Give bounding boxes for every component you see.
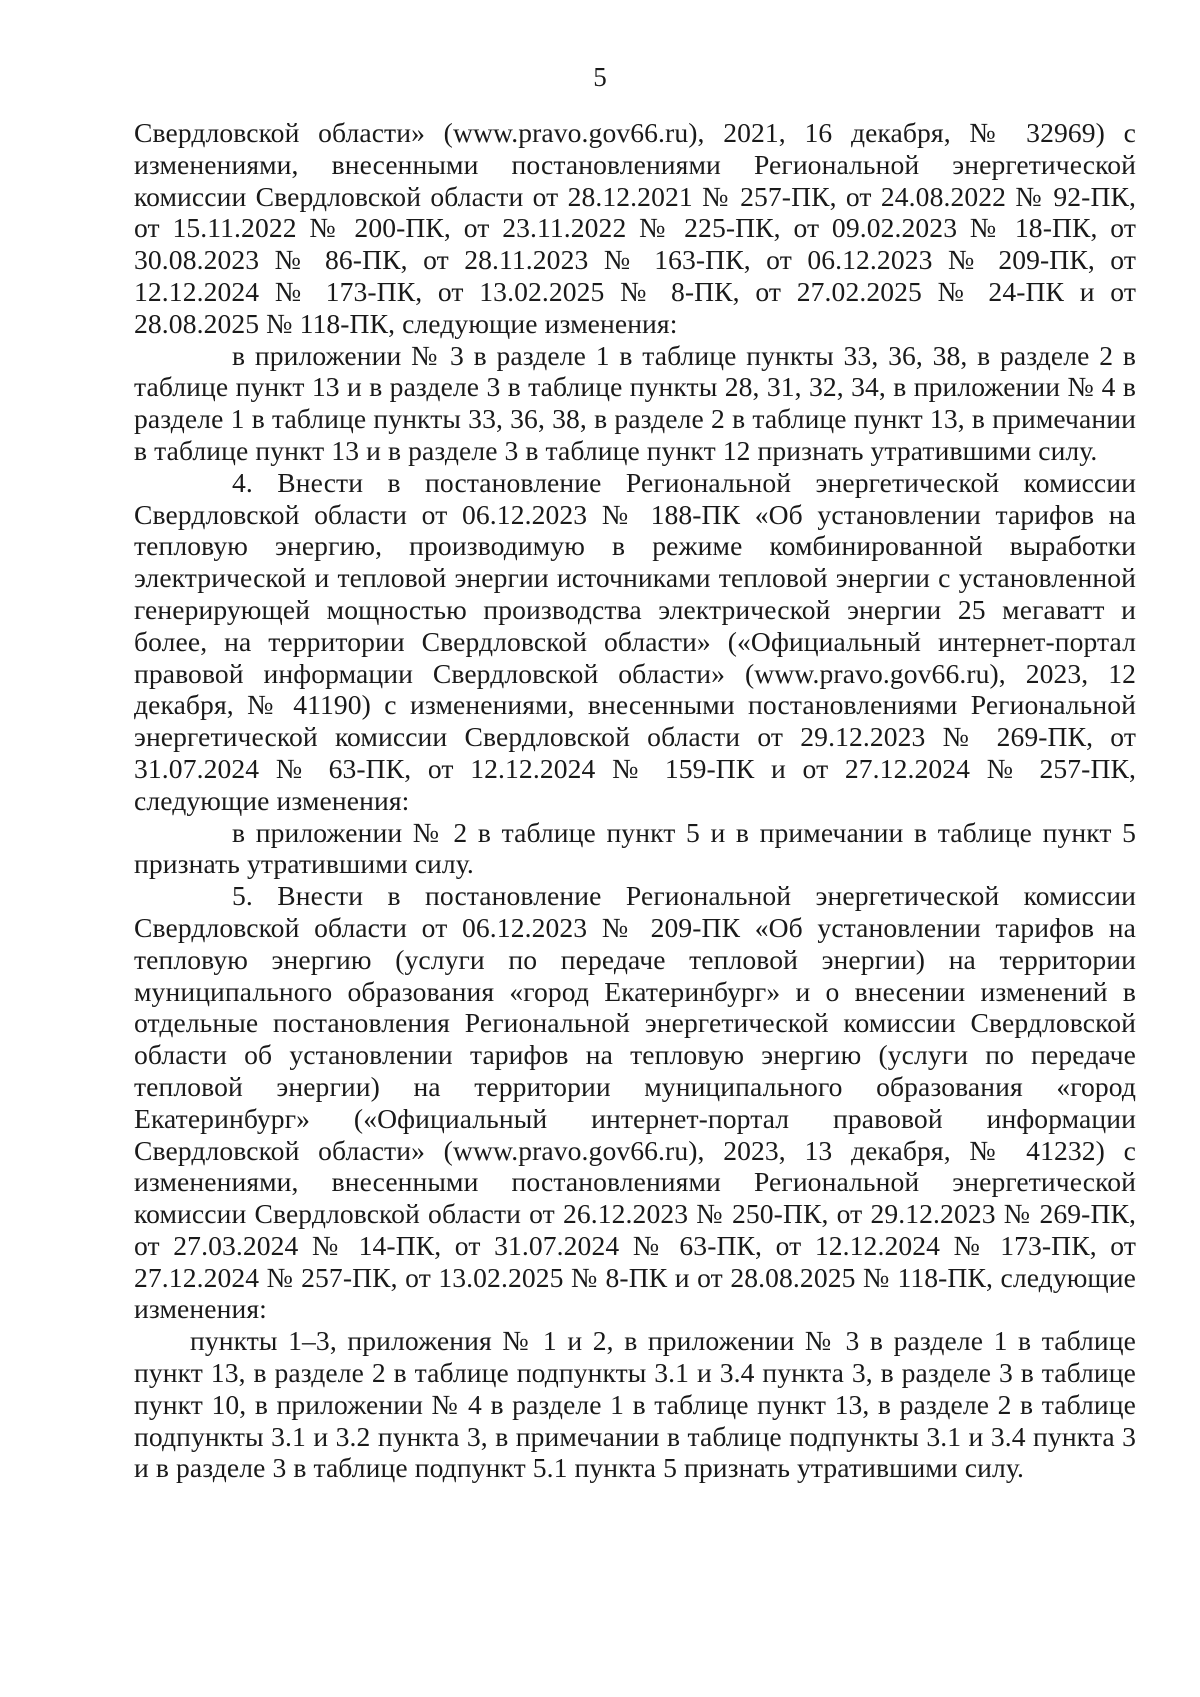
page-number: 5 [593, 62, 607, 92]
paragraph-item-4: 4. Внести в постановление Региональной энергетической комиссии Свердловской области от 06.12.2023 № 188-ПК «Об установлении тарифов на тепловую энергию, производимую в режиме комбинированной выработки электрической и тепловой энергии источниками тепловой энергии с установленной генерирующей мощностью производства электрической энергии 25 мегаватт и более, на территории Свердловской области» («Официальный интернет-портал правовой информации Свердловской области» (www.pravo.gov66.ru), 2023, 12 декабря, № 41190) с изменениями, внесенными постановлениями Региональной энергетической комиссии Свердловской области от 29.12.2023 № 269-ПК, от 31.07.2024 № 63-ПК, от 12.12.2024 № 159-ПК и от 27.12.2024 № 257-ПК, следующие изменения: [134, 466, 1136, 816]
paragraph-appendix-3-4-changes: в приложении № 3 в разделе 1 в таблице пункты 33, 36, 38, в разделе 2 в таблице пункт 13 и в разделе 3 в таблице пункты 28, 31, 32, 34, в приложении № 4 в разделе 1 в таблице пункты 33, 36, 38, в разделе 2 в таблице пункт 13, в примечании в таблице пункт 13 и в разделе 3 в таблице пункт 12 признать утратившими силу. [134, 339, 1136, 466]
document-body [134, 117, 1136, 1484]
paragraph-items-1-3-changes: пункты 1–3, приложения № 1 и 2, в приложении № 3 в разделе 1 в таблице пункт 13, в разделе 2 в таблице подпункты 3.1 и 3.4 пункта 3, в разделе 3 в таблице пункт 10, в приложении № 4 в разделе 1 в таблице пункт 13, в разделе 2 в таблице подпункты 3.1 и 3.2 пункта 3, в примечании в таблице подпункты 3.1 и 3.4 пункта 3 и в разделе 3 в таблице подпункт 5.1 пункта 5 признать утратившими силу. [134, 1325, 1136, 1484]
paragraph-continuation: Свердловской области» (www.pravo.gov66.ru), 2021, 16 декабря, № 32969) с изменениями, внесенными постановлениями Региональной энергетической комиссии Свердловской области от 28.12.2021 № 257-ПК, от 24.08.2022 № 92-ПК, от 15.11.2022 № 200-ПК, от 23.11.2022 № 225-ПК, от 09.02.2023 № 18-ПК, от 30.08.2023 № 86-ПК, от 28.11.2023 № 163-ПК, от 06.12.2023 № 209-ПК, от 12.12.2024 № 173-ПК, от 13.02.2025 № 8-ПК, от 27.02.2025 № 24-ПК и от 28.08.2025 № 118-ПК, следующие изменения: [134, 117, 1136, 339]
paragraph-item-5: 5. Внести в постановление Региональной энергетической комиссии Свердловской области от 06.12.2023 № 209-ПК «Об установлении тарифов на тепловую энергию (услуги по передаче тепловой энергии) на территории муниципального образования «город Екатеринбург» и о внесении изменений в отдельные постановления Региональной энергетической комиссии Свердловской области об установлении тарифов на тепловую энергию (услуги по передаче тепловой энергии) на территории муниципального образования «город Екатеринбург» («Официальный интернет-портал правовой информации Свердловской области» (www.pravo.gov66.ru), 2023, 13 декабря, № 41232) с изменениями, внесенными постановлениями Региональной энергетической комиссии Свердловской области от 26.12.2023 № 250-ПК, от 29.12.2023 № 269-ПК, от 27.03.2024 № 14-ПК, от 31.07.2024 № 63-ПК, от 12.12.2024 № 173-ПК, от 27.12.2024 № 257-ПК, от 13.02.2025 № 8-ПК и от 28.08.2025 № 118-ПК, следующие изменения: [134, 880, 1136, 1325]
paragraph-appendix-2-changes: в приложении № 2 в таблице пункт 5 и в примечании в таблице пункт 5 признать утратившими силу. [134, 816, 1136, 880]
